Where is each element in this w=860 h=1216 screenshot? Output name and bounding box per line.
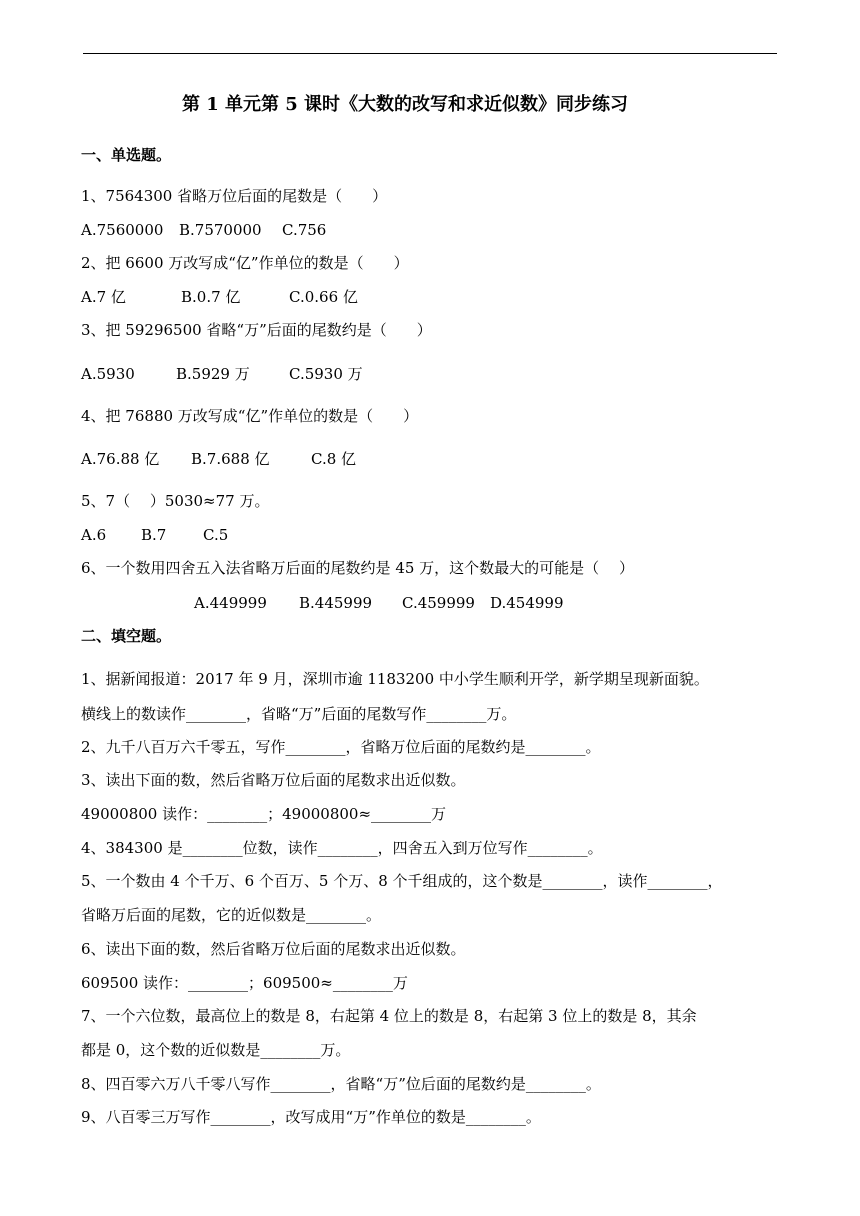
option-c: C.459999 [402,594,475,612]
question-options [81,364,363,384]
fill-line: 8、四百零六万八千零八写作________，省略“万”位后面的尾数约是________。 [81,1075,601,1093]
option-b: B.5929 万 [176,365,250,383]
fill-line: 2、九千八百万六千零五，写作________，省略万位后面的尾数约是________。 [81,738,601,756]
option-a: A.7 亿 [81,288,126,306]
fill-line: 3、读出下面的数，然后省略万位后面的尾数求出近似数。 [81,771,466,789]
option-b: B.7.688 亿 [191,450,270,468]
question-stem: 3、把 59296500 省略“万”后面的尾数约是（ ） [81,321,432,339]
fill-line: 1、据新闻报道：2017 年 9 月，深圳市逾 1183200 中小学生顺利开学，新学期呈现新面貌。 [81,670,709,688]
option-d: D.454999 [490,594,564,612]
fill-line: 4、384300 是________位数，读作________，四舍五入到万位写作________。 [81,839,603,857]
option-c: C.8 亿 [311,450,357,468]
fill-line: 49000800 读作：________；49000800≈________万 [81,805,447,823]
option-a: A.5930 [81,365,135,383]
fill-line: 6、读出下面的数，然后省略万位后面的尾数求出近似数。 [81,940,466,958]
question-stem: 6、一个数用四舍五入法省略万后面的尾数约是 45 万，这个数最大的可能是（ ） [81,559,634,577]
option-b: B.7570000 [179,221,262,239]
question-stem: 4、把 76880 万改写成“亿”作单位的数是（ ） [81,407,419,425]
question-stem: 2、把 6600 万改写成“亿”作单位的数是（ ） [81,254,409,272]
fill-line: 都是 0，这个数的近似数是________万。 [81,1041,351,1059]
section-heading-fill-blank: 二、填空题。 [81,627,172,645]
question-options [81,287,358,307]
option-b: B.445999 [299,594,373,612]
option-c: C.5 [203,526,229,544]
option-a: A.7560000 [81,221,164,239]
fill-line: 9、八百零三万写作________，改写成用“万”作单位的数是________。 [81,1108,541,1126]
page-title: 第 1 单元第 5 课时《大数的改写和求近似数》同步练习 [181,94,629,115]
option-a: A.449999 [194,594,267,612]
fill-line: 7、一个六位数，最高位上的数是 8，右起第 4 位上的数是 8，右起第 3 位上的数是 8，其余 [81,1007,697,1025]
fill-line: 609500 读作：________；609500≈________万 [81,974,408,992]
option-c: C.756 [282,221,327,239]
option-c: C.5930 万 [289,365,363,383]
option-b: B.7 [141,526,167,544]
section-heading-single-choice: 一、单选题。 [81,146,172,164]
question-options [194,593,564,613]
question-options [81,220,326,240]
option-c: C.0.66 亿 [289,288,358,306]
fill-line: 省略万后面的尾数，它的近似数是________。 [81,906,382,924]
option-a: A.6 [81,526,107,544]
question-options [81,449,356,469]
question-stem: 1、7564300 省略万位后面的尾数是（ ） [81,187,388,205]
question-options [81,525,228,545]
fill-line: 横线上的数读作________，省略“万”后面的尾数写作________万。 [81,705,517,723]
option-b: B.0.7 亿 [181,288,241,306]
option-a: A.76.88 亿 [81,450,160,468]
question-stem: 5、7（ ）5030≈77 万。 [81,492,270,510]
fill-line: 5、一个数由 4 个千万、6 个百万、5 个万、8 个千组成的，这个数是________，读作________， [81,872,723,890]
header-rule [83,53,777,54]
